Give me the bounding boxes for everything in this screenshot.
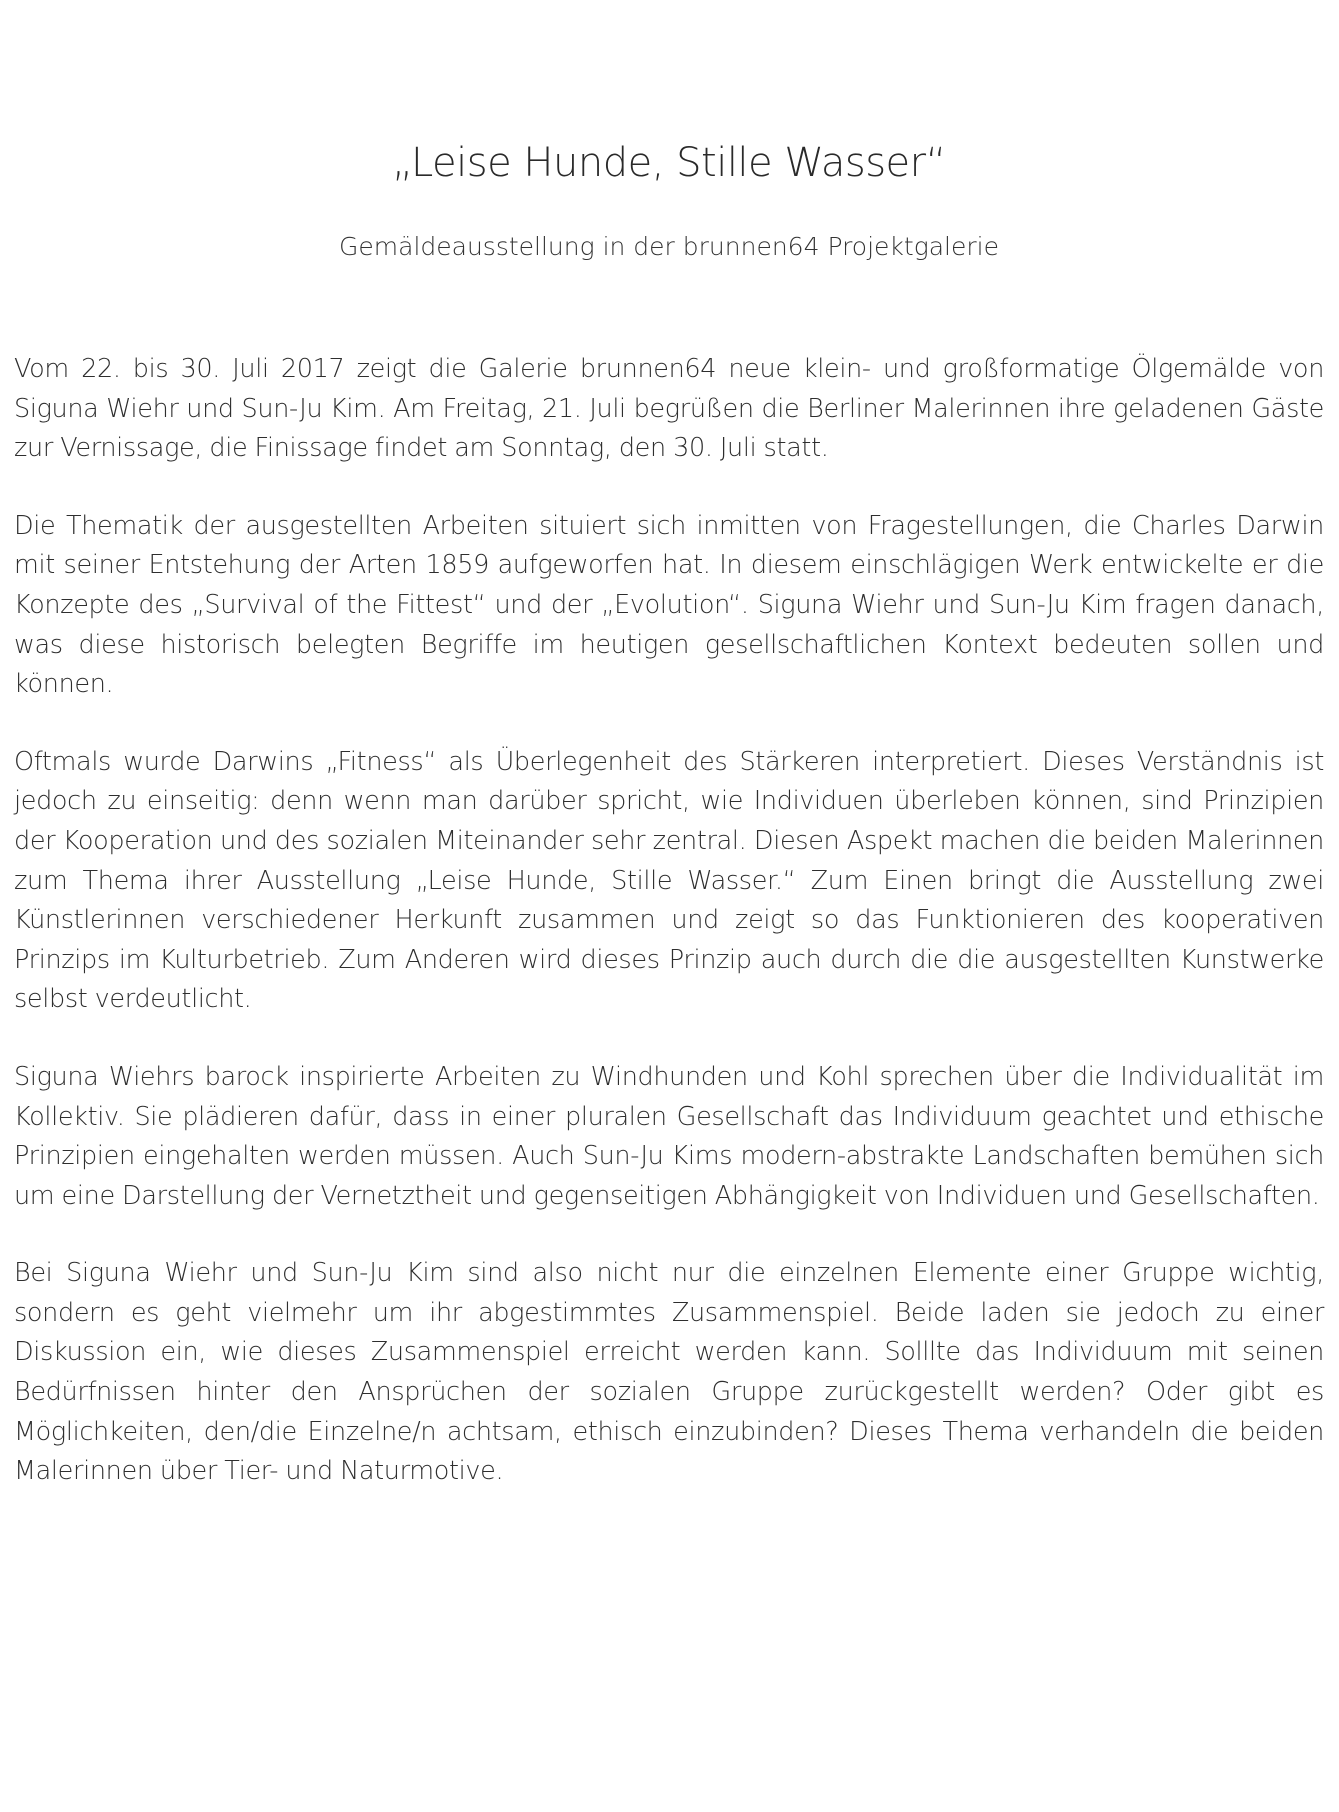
page-title: „Leise Hunde, Stille Wasser“ bbox=[392, 140, 946, 186]
paragraph-zusammenspiel: Bei Siguna Wiehr und Sun-Ju Kim sind also nicht nur die einzelnen Elemente einer Gruppe wichtig, sondern es geht vielmehr um ihr abgestimmtes Zusammenspiel. Beide laden sie jedoch zu einer Diskussion ein, wie dieses Zusammenspiel erreicht werden kann. Solllte das Individuum mit seinen Bedürfnissen hinter den Ansprüchen der sozialen Gruppe zurückgestellt werden? Oder gibt es Möglichkeiten, den/die Einzelne/n achtsam, ethisch einzubinden? Dieses Thema verhandeln die beiden Malerinnen über Tier- und Naturmotive. bbox=[14, 1258, 1324, 1487]
paragraph-dates: Vom 22. bis 30. Juli 2017 zeigt die Galerie brunnen64 neue klein- und großformatige Ölgemälde von Siguna Wiehr und Sun-Ju Kim. Am Freitag, 21. Juli begrüßen die Berliner Malerinnen ihre geladenen Gäste zur Vernissage, die Finissage findet am Sonntag, den 30. Juli statt. bbox=[14, 354, 1324, 464]
paragraph-fitness: Oftmals wurde Darwins „Fitness“ als Überlegenheit des Stärkeren interpretiert. Dieses Verständnis ist jedoch zu einseitig: denn wenn man darüber spricht, wie Individuen überleben können, sind Prinzipien der Kooperation und des sozialen Miteinander sehr zentral. Diesen Aspekt machen die beiden Malerinnen zum Thema ihrer Ausstellung „Leise Hunde, Stille Wasser.“ Zum Einen bringt die Ausstellung zwei Künstlerinnen verschiedener Herkunft zusammen und zeigt so das Funktionieren des kooperativen Prinzips im Kulturbetrieb. Zum Anderen wird dieses Prinzip auch durch die die ausgestellten Kunstwerke selbst verdeutlicht. bbox=[14, 746, 1324, 1015]
body-text bbox=[14, 350, 1324, 1530]
paragraph-artworks: Siguna Wiehrs barock inspirierte Arbeiten zu Windhunden und Kohl sprechen über die Individualität im Kollektiv. Sie plädieren dafür, dass in einer pluralen Gesellschaft das Individuum geachtet und ethische Prinzipien eingehalten werden müssen. Auch Sun-Ju Kims modern-abstrakte Landschaften bemühen sich um eine Darstellung der Vernetztheit und gegenseitigen Abhängigkeit von Individuen und Gesellschaften. bbox=[14, 1061, 1324, 1211]
paragraph-thematik: Die Thematik der ausgestellten Arbeiten situiert sich inmitten von Fragestellungen, die Charles Darwin mit seiner Entstehung der Arten 1859 aufgeworfen hat. In diesem einschlägigen Werk entwickelte er die Konzepte des „Survival of the Fittest“ und der „Evolution“. Siguna Wiehr und Sun-Ju Kim fragen danach, was diese historisch belegten Begriffe im heutigen gesellschaftlichen Kontext bedeuten sollen und können. bbox=[14, 510, 1324, 700]
page-subtitle: Gemäldeausstellung in der brunnen64 Projektgalerie bbox=[339, 232, 999, 261]
